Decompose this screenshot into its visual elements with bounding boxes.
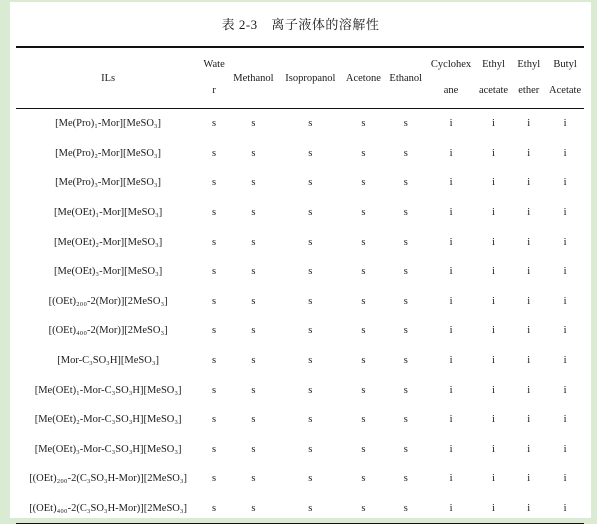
solubility-cell: i <box>563 295 567 307</box>
solubility-cell: s <box>212 473 217 485</box>
header-cyclohexane: Cyclohex ane <box>426 47 475 109</box>
solubility-cell: s <box>361 236 366 248</box>
solubility-cell: i <box>527 118 531 130</box>
solubility-cell: i <box>492 207 495 219</box>
solubility-cell: s <box>403 473 408 485</box>
solubility-cell: s <box>308 147 313 159</box>
solubility-cell: s <box>251 295 256 307</box>
solubility-cell: i <box>563 147 567 159</box>
solubility-cell: s <box>361 325 366 337</box>
solubility-cell: i <box>449 118 453 130</box>
solubility-cell: i <box>527 295 531 307</box>
header-water: Wate r <box>200 47 228 109</box>
solubility-cell: s <box>361 443 366 455</box>
solubility-cell: s <box>308 355 313 367</box>
solubility-cell: s <box>308 443 313 455</box>
header-isopropanol: Isopropanol <box>279 47 342 109</box>
solubility-cell: s <box>361 414 366 426</box>
table-row <box>16 198 584 228</box>
header-ethyl-acetate: Ethyl acetate <box>476 47 512 109</box>
solubility-cell: i <box>492 118 495 130</box>
ionic-liquid-name: [(OEt)₂₀₀-2(Mor)][2MeSO₃] <box>48 295 168 307</box>
solubility-cell: i <box>492 443 495 455</box>
solubility-cell: i <box>527 355 531 367</box>
solubility-cell: s <box>308 177 313 189</box>
solubility-cell: i <box>563 355 567 367</box>
table-title: 离子液体的溶解性 <box>271 17 380 32</box>
solubility-cell: i <box>527 325 531 337</box>
document-page <box>10 2 591 518</box>
solubility-cell: i <box>527 147 531 159</box>
solubility-cell: i <box>492 414 495 426</box>
table-number: 表 2-3 <box>221 17 258 32</box>
ionic-liquid-name: [(OEt)₄₀₀-2(Mor)][2MeSO₃] <box>48 325 168 337</box>
table-row <box>16 168 584 198</box>
solubility-cell: s <box>308 236 313 248</box>
table-caption <box>10 14 591 33</box>
solubility-cell: s <box>361 177 366 189</box>
solubility-cell: i <box>492 147 495 159</box>
solubility-cell: s <box>403 414 408 426</box>
solubility-cell: i <box>492 295 495 307</box>
solubility-cell: i <box>449 414 453 426</box>
solubility-cell: i <box>449 177 453 189</box>
solubility-cell: i <box>449 384 453 396</box>
solubility-cell: s <box>212 414 217 426</box>
solubility-cell: s <box>361 118 366 130</box>
header-butyl-acetate: Butyl Acetate <box>546 47 584 109</box>
solubility-cell: s <box>212 266 217 278</box>
solubility-cell: s <box>403 118 408 130</box>
table-row <box>16 375 584 405</box>
solubility-cell: i <box>546 494 584 524</box>
solubility-cell: i <box>492 384 495 396</box>
header-ethanol: Ethanol <box>385 47 426 109</box>
solubility-cell: i <box>449 325 453 337</box>
solubility-cell: s <box>251 414 256 426</box>
header-row <box>16 47 584 109</box>
solubility-cell: s <box>251 325 256 337</box>
solubility-cell: s <box>251 384 256 396</box>
solubility-cell: s <box>308 414 313 426</box>
header-methanol: Methanol <box>228 47 279 109</box>
table-row <box>16 287 584 317</box>
ionic-liquid-name: [Me(OEt)₂-Mor][MeSO₃] <box>54 236 163 248</box>
solubility-cell: s <box>308 384 313 396</box>
solubility-table <box>16 46 584 524</box>
solubility-cell: s <box>212 355 217 367</box>
solubility-cell: i <box>527 414 531 426</box>
solubility-cell: i <box>492 325 495 337</box>
solubility-cell: s <box>200 494 228 524</box>
solubility-cell: s <box>308 266 313 278</box>
solubility-cell: s <box>361 207 366 219</box>
ionic-liquid-name: [Me(Pro)₁-Mor][MeSO₃] <box>55 118 162 130</box>
solubility-cell: s <box>403 443 408 455</box>
solubility-cell: s <box>403 266 408 278</box>
solubility-cell: i <box>563 207 567 219</box>
solubility-cell: s <box>403 236 408 248</box>
solubility-cell: s <box>403 355 408 367</box>
solubility-cell: s <box>385 494 426 524</box>
solubility-cell: i <box>449 295 453 307</box>
solubility-cell: i <box>563 177 567 189</box>
solubility-cell: s <box>251 118 256 130</box>
solubility-cell: i <box>527 207 531 219</box>
solubility-cell: s <box>212 325 217 337</box>
solubility-cell: s <box>212 177 217 189</box>
solubility-cell: s <box>308 118 313 130</box>
solubility-cell: s <box>308 473 313 485</box>
solubility-cell: s <box>228 494 279 524</box>
ionic-liquid-name: [Me(OEt)₃-Mor-C₃SO₃H][MeSO₃] <box>34 443 182 455</box>
ionic-liquid-name: [(OEt)₄₀₀-2(C₃SO₃H-Mor)][2MeSO₃] <box>16 494 200 524</box>
solubility-cell: i <box>492 355 495 367</box>
solubility-cell: s <box>212 236 217 248</box>
solubility-cell: i <box>563 325 567 337</box>
solubility-cell: i <box>511 494 546 524</box>
table-row <box>16 435 584 465</box>
solubility-cell: s <box>251 266 256 278</box>
solubility-cell: i <box>449 355 453 367</box>
solubility-cell: s <box>212 443 217 455</box>
ionic-liquid-name: [Me(Pro)₂-Mor][MeSO₃] <box>55 147 162 159</box>
ionic-liquid-name: [Me(Pro)₃-Mor][MeSO₃] <box>55 177 162 189</box>
solubility-cell: s <box>212 384 217 396</box>
solubility-cell: i <box>563 118 567 130</box>
solubility-cell: i <box>563 236 567 248</box>
solubility-cell: s <box>361 384 366 396</box>
solubility-cell: s <box>251 147 256 159</box>
table-body <box>16 109 584 524</box>
ionic-liquid-name: [(OEt)₂₀₀-2(C₃SO₃H-Mor)][2MeSO₃] <box>29 473 188 485</box>
table-row <box>16 494 584 524</box>
solubility-cell: s <box>403 147 408 159</box>
solubility-cell: i <box>527 266 531 278</box>
solubility-cell: i <box>492 266 495 278</box>
solubility-cell: i <box>449 236 453 248</box>
header-ethyl-ether: Ethyl ether <box>511 47 546 109</box>
ionic-liquid-name: [Me(OEt)₁-Mor-C₃SO₃H][MeSO₃] <box>34 384 182 396</box>
solubility-cell: i <box>492 236 495 248</box>
solubility-cell: i <box>527 443 531 455</box>
solubility-cell: s <box>212 118 217 130</box>
solubility-cell: i <box>527 384 531 396</box>
solubility-cell: s <box>308 295 313 307</box>
solubility-cell: s <box>403 325 408 337</box>
solubility-cell: s <box>212 295 217 307</box>
table-row <box>16 464 584 494</box>
solubility-cell: s <box>212 207 217 219</box>
solubility-cell: s <box>361 147 366 159</box>
solubility-cell: i <box>476 494 512 524</box>
header-ils: ILs <box>16 47 200 109</box>
solubility-cell: s <box>361 355 366 367</box>
solubility-cell: i <box>527 236 531 248</box>
solubility-cell: s <box>251 443 256 455</box>
solubility-cell: s <box>251 207 256 219</box>
solubility-cell: s <box>279 494 342 524</box>
solubility-cell: s <box>212 147 217 159</box>
solubility-cell: s <box>361 473 366 485</box>
solubility-cell: s <box>251 473 256 485</box>
solubility-cell: s <box>308 207 313 219</box>
table-row <box>16 227 584 257</box>
solubility-cell: s <box>251 177 256 189</box>
solubility-cell: s <box>251 355 256 367</box>
solubility-cell: s <box>361 295 366 307</box>
solubility-cell: i <box>449 147 453 159</box>
ionic-liquid-name: [Me(OEt)₁-Mor][MeSO₃] <box>54 207 163 219</box>
ionic-liquid-name: [Mor-C₃SO₃H][MeSO₃] <box>57 355 159 367</box>
solubility-cell: i <box>492 473 495 485</box>
solubility-cell: i <box>563 414 567 426</box>
header-acetone: Acetone <box>342 47 385 109</box>
solubility-cell: i <box>449 207 453 219</box>
solubility-cell: s <box>403 384 408 396</box>
table-row <box>16 316 584 346</box>
solubility-cell: i <box>492 177 495 189</box>
solubility-cell: i <box>426 494 475 524</box>
table-row <box>16 139 584 169</box>
table-row <box>16 346 584 376</box>
table-row <box>16 257 584 287</box>
solubility-cell: s <box>403 177 408 189</box>
solubility-cell: s <box>361 266 366 278</box>
solubility-cell: i <box>449 266 453 278</box>
solubility-cell: s <box>403 295 408 307</box>
ionic-liquid-name: [Me(OEt)₃-Mor][MeSO₃] <box>54 266 163 278</box>
table-row <box>16 109 584 139</box>
solubility-cell: s <box>403 207 408 219</box>
solubility-cell: s <box>251 236 256 248</box>
solubility-cell: i <box>563 443 567 455</box>
solubility-cell: i <box>527 473 531 485</box>
solubility-cell: i <box>449 443 453 455</box>
solubility-cell: i <box>563 266 567 278</box>
table-row <box>16 405 584 435</box>
solubility-cell: s <box>342 494 385 524</box>
solubility-cell: i <box>563 384 567 396</box>
ionic-liquid-name: [Me(OEt)₂-Mor-C₃SO₃H][MeSO₃] <box>34 414 182 426</box>
solubility-cell: s <box>308 325 313 337</box>
solubility-cell: i <box>449 473 453 485</box>
solubility-cell: i <box>563 473 567 485</box>
solubility-cell: i <box>527 177 531 189</box>
